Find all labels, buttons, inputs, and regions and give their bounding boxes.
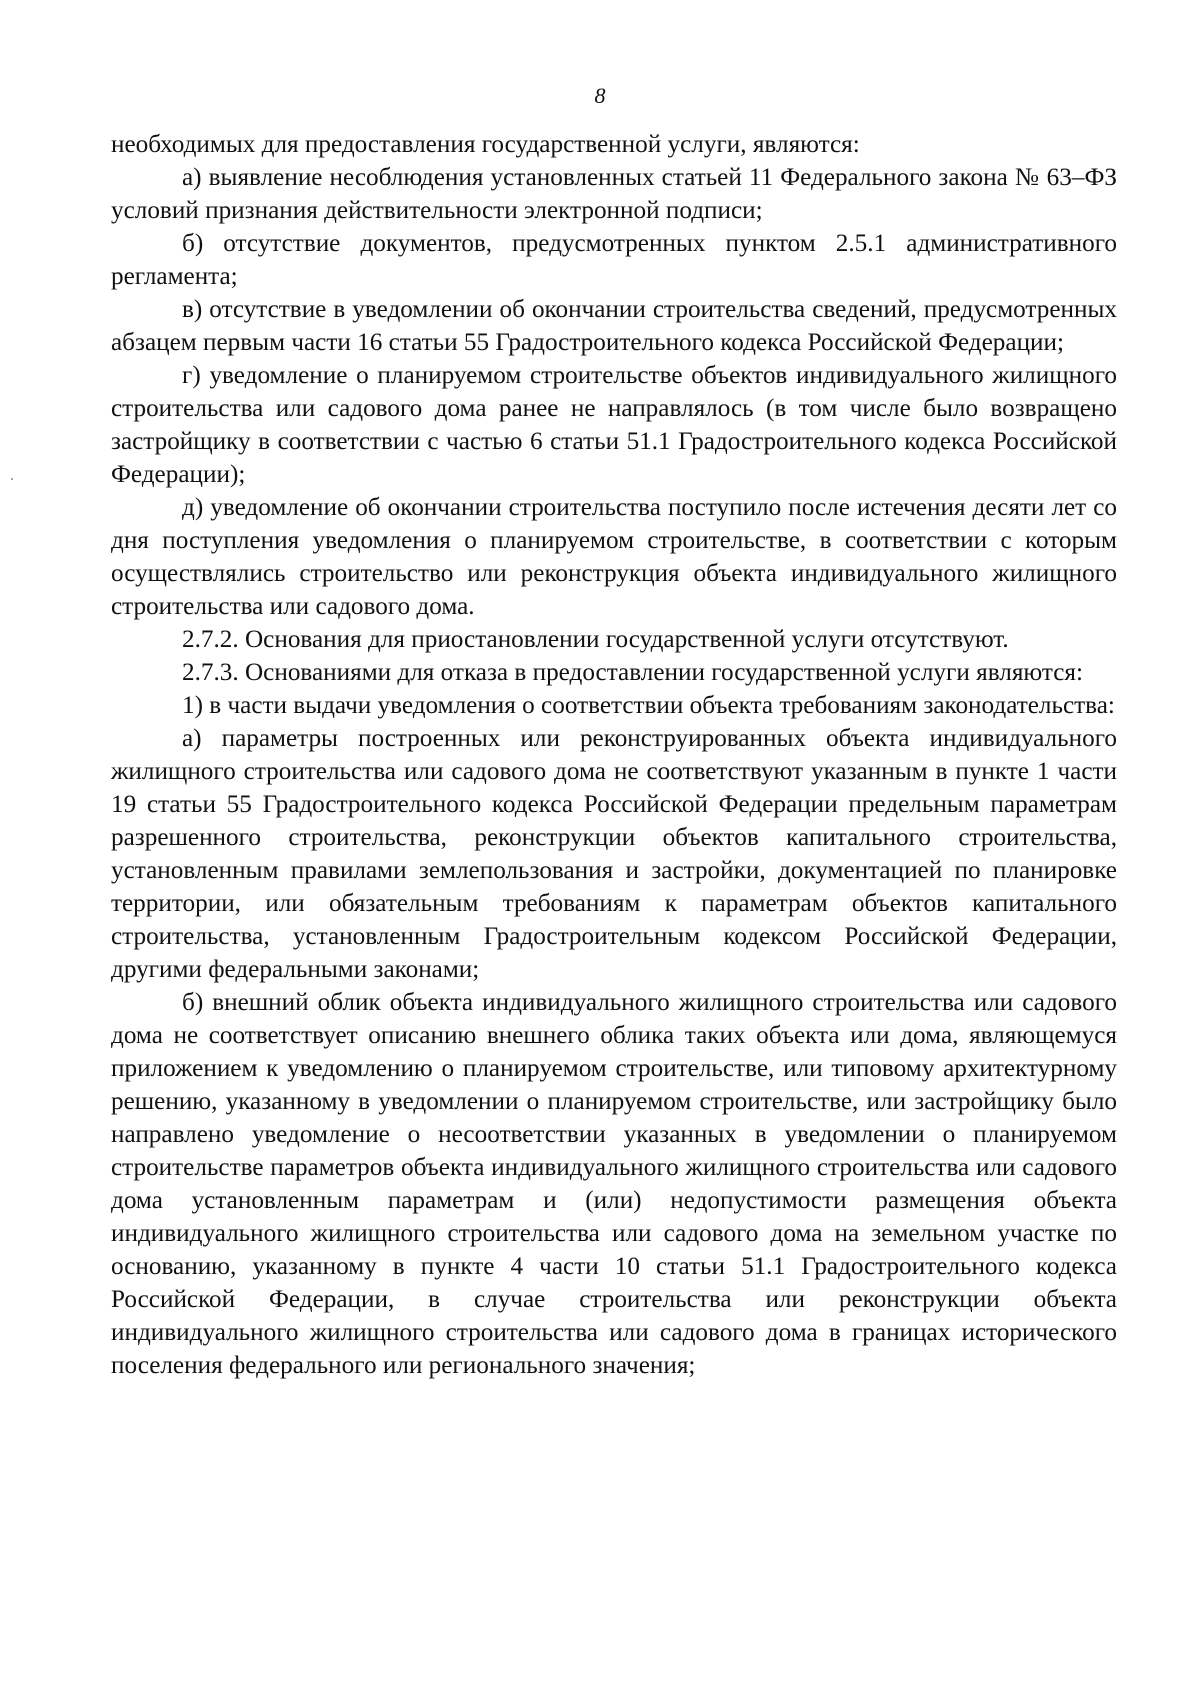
scan-speck <box>11 478 13 480</box>
document-body <box>111 128 1117 1382</box>
paragraph: б) отсутствие документов, предусмотренных пунктом 2.5.1 административного регламента; <box>111 230 1117 290</box>
paragraph: 2.7.3. Основаниями для отказа в предоставлении государственной услуги являются: <box>182 659 1083 686</box>
paragraph: а) выявление несоблюдения установленных статьей 11 Федерального закона № 63–ФЗ условий признания действительности электронной подписи; <box>111 164 1117 224</box>
paragraph: 1) в части выдачи уведомления о соответствии объекта требованиям законодательства: <box>182 692 1115 719</box>
paragraph: д) уведомление об окончании строительства поступило после истечения десяти лет со дня поступления уведомления о планируемом строительстве, в соответствии с которым осуществлялись строительство или реконструкция объекта индивидуального жилищного строительства или садового дома. <box>111 494 1117 620</box>
paragraph: б) внешний облик объекта индивидуального жилищного строительства или садового дома не соответствует описанию внешнего облика таких объекта или дома, являющемуся приложением к уведомлению о планируемом строительстве, или типовому архитектурному решению, указанному в уведомлении о планируемом строительстве, или застройщику было направлено уведомление о несоответствии указанных в уведомлении о планируемом строительстве параметров объекта индивидуального жилищного строительства или садового дома установленным параметрам и (или) недопустимости размещения объекта индивидуального жилищного строительства или садового дома на земельном участке по основанию, указанному в пункте 4 части 10 статьи 51.1 Градостроительного кодекса Российской Федерации, в случае строительства или реконструкции объекта индивидуального жилищного строительства или садового дома в границах исторического поселения федерального или регионального значения; <box>111 989 1117 1379</box>
paragraph: в) отсутствие в уведомлении об окончании строительства сведений, предусмотренных абзацем первым части 16 статьи 55 Градостроительного кодекса Российской Федерации; <box>111 296 1117 356</box>
paragraph: г) уведомление о планируемом строительстве объектов индивидуального жилищного строительства или садового дома ранее не направлялось (в том числе было возвращено застройщику в соответствии с частью 6 статьи 51.1 Градостроительного кодекса Российской Федерации); <box>111 362 1117 488</box>
paragraph: а) параметры построенных или реконструированных объекта индивидуального жилищного строительства или садового дома не соответствуют указанным в пункте 1 части 19 статьи 55 Градостроительного кодекса Российской Федерации предельным параметрам разрешенного строительства, реконструкции объектов капитального строительства, установленным правилами землепользования и застройки, документацией по планировке территории, или обязательным требованиям к параметрам объектов капитального строительства, установленным Градостроительным кодексом Российской Федерации, другими федеральными законами; <box>111 725 1117 983</box>
page-number: 8 <box>594 83 606 108</box>
paragraph: необходимых для предоставления государственной услуги, являются: <box>111 131 860 158</box>
paragraph: 2.7.2. Основания для приостановлении государственной услуги отсутствуют. <box>182 626 1009 653</box>
